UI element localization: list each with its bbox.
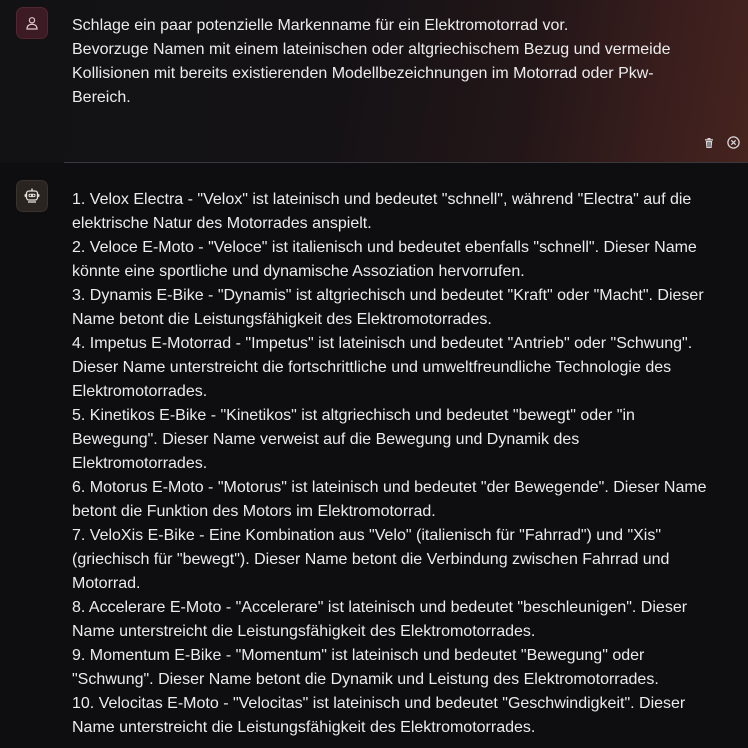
- list-item: 2. Veloce E-Moto - "Veloce" ist italienisch und bedeutet ebenfalls "schnell". Dieser Name könnte eine sportliche und dynamische Assoziation hervorrufen.: [72, 239, 697, 280]
- list-item: 1. Velox Electra - "Velox" ist lateinisch und bedeutet "schnell", während "Electra" auf die elektrische Natur des Motorrades anspielt.: [72, 191, 692, 232]
- user-message-text: [72, 14, 712, 110]
- list-item: 8. Accelerare E-Moto - "Accelerare" ist lateinisch und bedeutet "beschleunigen". Dieser Name unterstreicht die Leistungsfähigkeit des Elektromotorrades.: [72, 599, 688, 640]
- close-circle-icon: [727, 136, 740, 149]
- close-message-button[interactable]: [727, 136, 740, 149]
- list-item: 3. Dynamis E-Bike - "Dynamis" ist altgriechisch und bedeutet "Kraft" oder "Macht". Dieser Name betont die Leistungsfähigkeit des Elektromotorrades.: [72, 287, 704, 328]
- list-item: 9. Momentum E-Bike - "Momentum" ist lateinisch und bedeutet "Bewegung" oder "Schwung". Dieser Name betont die Dynamik und Leistung des Elektromotorrades.: [72, 647, 659, 688]
- robot-icon: [23, 187, 41, 205]
- list-item: 7. VeloXis E-Bike - Eine Kombination aus "Velo" (italienisch für "Fahrrad") und "Xis" (griechisch für "bewegt"). Dieser Name betont die Verbindung zwischen Fahrrad und Motorrad.: [72, 527, 670, 592]
- user-message-line: Schlage ein paar potenzielle Markenname für ein Elektromotorrad vor.: [72, 17, 569, 34]
- user-icon: [25, 16, 39, 30]
- trash-icon: [703, 137, 715, 149]
- list-item: 10. Velocitas E-Moto - "Velocitas" ist lateinisch und bedeutet "Geschwindigkeit". Dieser Name unterstreicht die Leistungsfähigkeit des Elektromotorrades.: [72, 695, 686, 736]
- user-message: [0, 0, 748, 163]
- bot-avatar: [16, 180, 48, 212]
- list-item: 6. Motorus E-Moto - "Motorus" ist lateinisch und bedeutet "der Bewegende". Dieser Name betont die Funktion des Motors im Elektromotorrad.: [72, 479, 707, 520]
- user-message-line: Bevorzuge Namen mit einem lateinischen oder altgriechischem Bezug und vermeide Kollisionen mit bereits existierenden Modellbezeichnungen im Motorrad oder Pkw-Bereich.: [72, 41, 671, 106]
- list-item: 5. Kinetikos E-Bike - "Kinetikos" ist altgriechisch und bedeutet "bewegt" oder "in Bewegung". Dieser Name verweist auf die Bewegung und Dynamik des Elektromotorrades.: [72, 407, 635, 472]
- list-item: 4. Impetus E-Motorrad - "Impetus" ist lateinisch und bedeutet "Antrieb" oder "Schwung". Dieser Name unterstreicht die fortschrittliche und umweltfreundliche Technologie des Elektromotorrades.: [72, 335, 693, 400]
- bot-message-text: [72, 188, 712, 740]
- message-actions: [703, 136, 740, 149]
- delete-message-button[interactable]: [703, 137, 715, 149]
- user-avatar: [16, 7, 48, 39]
